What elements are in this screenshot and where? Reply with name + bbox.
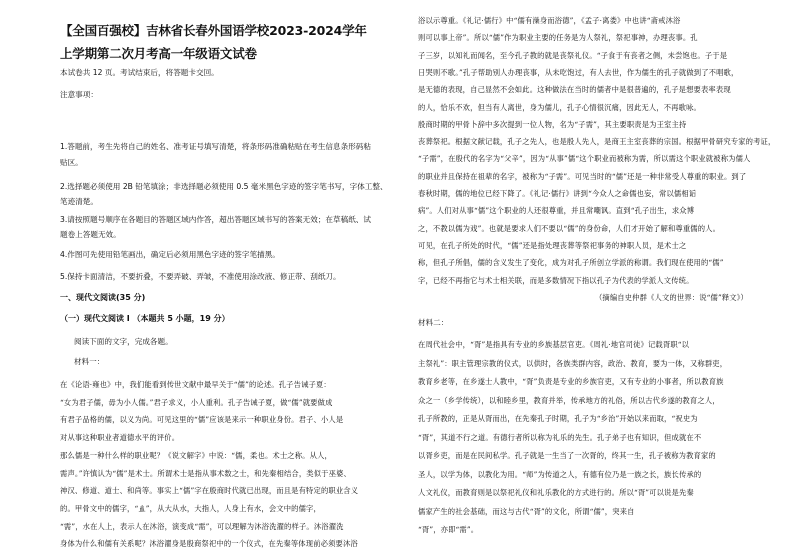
exam-title-line-2: 上学期第二次月考高一年级语文试卷	[60, 46, 257, 61]
text-line: 圣人，以学为体，以教化为用。“师”为传道之人，有德有位乃是一族之长，族长传承的	[418, 469, 702, 479]
text-line: 是无德的表现，自己显然不会如此。这种做法在当时的儒者中是很普遍的，孔子是想要表率表现	[418, 85, 731, 95]
material-1-label: 材料一：	[74, 357, 105, 366]
text-line: 春秋时期，儒的地位已经下降了。《礼记·儒行》讲到“今众人之命儒也妄，常以儒相诟	[418, 189, 697, 198]
notice-item: 笔迹清楚。	[60, 197, 98, 206]
text-line: 儒家产生的社会基础，而这与古代“胥”的文化，所谓“儒”，突来自	[418, 506, 635, 516]
text-line: 神汉、修道、道士、和尚等。事实上“儒”字在殷商时代就已出现，而且是有特定的职业含义	[60, 486, 359, 496]
section-heading: 一、现代文阅读(35 分)	[60, 293, 146, 302]
text-line: “女为君子儒，毋为小人儒。”君子求义，小人重利。孔子告诫子夏，做“儒”就要做成	[60, 397, 333, 407]
text-line: 的人，恰乐不欢，但当有人离世，身为儒儿，孔子心情很沉痛，因此无人，不再歌咏。	[418, 102, 701, 112]
text-line: “需”，水在人上，表示人在沐浴，演变成“需”，可以理解为沐浴洗濯的样子。沐浴濯洗	[60, 521, 344, 531]
reading-instruction: 阅读下面的文字，完成各题。	[74, 337, 173, 346]
text-line: 殷商时期的甲骨卜辞中多次提到一位人物，名为“子需”，其主要职责是为王室主持	[418, 119, 687, 129]
text-line: 字，已经不再指它与术士相关联，而是多数情况下指以孔子为代表的学派人文传统。	[418, 275, 694, 285]
text-line: 在周代社会中，“胥”是指具有专业的乡族基层官吏。《周礼·地官司徒》记载胥职“以	[418, 340, 690, 349]
notice-item: 1.答题前，考生先将自己的姓名、准考证号填写清楚，将条形码准确粘贴在考生信息条形码粘	[60, 142, 371, 151]
text-line: 的职业并且保持在祖辈的名字，被称为“子需”。可见当时的“儒”还是一种非常受人尊重的职业。到了	[418, 171, 747, 181]
text-line: 日哭则不歌。”孔子帮助别人办理丧事，从未吃饱过，有人去世，作为儒生的孔子就做到了不唱歌，	[418, 67, 739, 77]
text-line: 浴以示尊重。《礼记·儒行》中“儒有澡身而浴德”，《孟子·离娄》中也讲“斋戒沐浴	[418, 16, 681, 25]
text-line: 的。甲骨文中的儒字，“𢒉”，从大从水，大指人，人身上有水，会文中的儒字，	[60, 503, 321, 513]
exam-title-line-1: 【全国百强校】吉林省长春外国语学校2023-2024学年	[60, 23, 367, 38]
material-2-label: 材料二：	[418, 318, 449, 327]
subsection-heading: （一）现代文阅读 I （本题共 5 小题，19 分）	[60, 314, 230, 323]
notice-item: 贴区。	[60, 158, 83, 167]
text-line: 子三岁，以知礼而闻名，至今孔子教的就是丧祭礼仪。“子食于有丧者之侧，未尝饱也。子于是	[418, 50, 728, 60]
text-line: “子需”，在殷代的名字为“父辛”，因为“从事”儒“这个职业而被称为需，所以需这个职业就被称为儒人	[418, 154, 751, 164]
text-line: 主祭礼”：职主管理宗教的仪式，以供时，各族类群内容，政治、教育，要为一体，又称群吏，	[418, 358, 728, 368]
notice-item: 3.请按照题号顺序在各题目的答题区域内作答，超出答题区域书写的答案无效；在草稿纸、试	[60, 215, 371, 224]
text-line: 病”。人们对从事“儒”这个职业的人还很尊重，并且常嘲讽。直到“孔子出生，求众博	[418, 206, 695, 216]
text-line: “胥”，其道不行之道。有德行者所以称为礼乐的先生。孔子弟子也有知识，但成就在不	[418, 432, 702, 442]
text-line: 孔子所教的，正是从胥而出，在先秦孔子时期，孔子为“乡治”开始以来而取，“祝史为	[418, 414, 698, 423]
notice-item: 5.保持卡面清洁，不要折叠，不要弄破、弄皱，不准使用涂改液、修正带、刮纸刀。	[60, 272, 341, 281]
source-citation: （摘编自史仲群《人文的世界：说“儒”释文》）	[594, 293, 748, 302]
exam-intro: 本试卷共 12 页。考试结束后，将答题卡交回。	[60, 68, 219, 77]
text-line: 丧葬祭祀。根据文献记载，孔子之先人，也是殷人先人，是商王主室丧葬的宗国。根据甲骨研究专家的考证，	[418, 137, 776, 147]
notice-item: 2.选择题必须使用 2B 铅笔填涂；非选择题必须使用 0.5 毫米黑色字迹的签字笔书写，字体工整、	[60, 182, 388, 191]
text-line: 对从事这种职业者道德水平的评价。	[60, 433, 180, 443]
text-line: 那么儒是一种什么样的职业呢？《说文解字》中说：“儒，柔也。术士之称。从人，	[60, 450, 332, 460]
notice-item: 4.作图可先使用铅笔画出，确定后必须用黑色字迹的签字笔描黑。	[60, 250, 280, 259]
notice-heading: 注意事项：	[60, 90, 98, 99]
text-line: 在《论语·雍也》中，我们能看到传世文献中最早关于“儒”的论述。孔子告诫子夏：	[60, 380, 331, 389]
text-line: “胥”，亦即“需”。	[418, 525, 479, 534]
text-line: 众之一（乡学传统），以和睦乡里，教育并举，传承地方的礼俗，所以古代乡遂的教育之人，	[418, 395, 720, 405]
text-line: 可见，在孔子所处的时代，“儒”还是指处理丧葬等祭祀事务的神职人员，是术士之	[418, 240, 687, 250]
text-line: 以胥乡吏，而是在民间私学。孔子就是一生当了一次胥的，终其一生，孔子被称为教育家的	[418, 451, 716, 460]
text-line: 称，但孔子所倡，儒的含义发生了变化，成为对孔子所创立学派的称谓。我们现在使用的“儒”	[418, 258, 724, 268]
text-line: 有君子品格的儒，以义为尚。可见这里的“儒”应该是来示一种职业身份。君子、小人是	[60, 415, 344, 425]
text-line: 则可以事上帝”。所以“儒”作为职业主要的任务是为人祭礼，祭祀事神，办理丧事。孔	[418, 33, 698, 43]
text-line: 人文礼仪，而教育则是以祭祀礼仪和礼乐教化的方式进行的。所以“胥”可以说是先秦	[418, 488, 694, 497]
notice-item: 题卷上答题无效。	[60, 230, 121, 239]
text-line: 之，不教以儒为戏”。也就是要求人们不要以“儒”的身份命，人们才开始了解和尊重儒的人。	[418, 223, 721, 233]
text-line: 教育乡老等，在乡遂士人教中，“胥”负责是专业的乡族官吏，又有专业的小事者，所以教育族	[418, 377, 724, 386]
text-line: 身体为什么和儒有关系呢？沐浴濯身是殷商祭祀中的一个仪式，在先秦等体现前必须要沐浴	[60, 539, 358, 549]
text-line: 需声。”许慎认为“儒”是术士。所谓术士是指从事术数之士，和先秦相结合，类似于巫婆、	[60, 468, 351, 478]
